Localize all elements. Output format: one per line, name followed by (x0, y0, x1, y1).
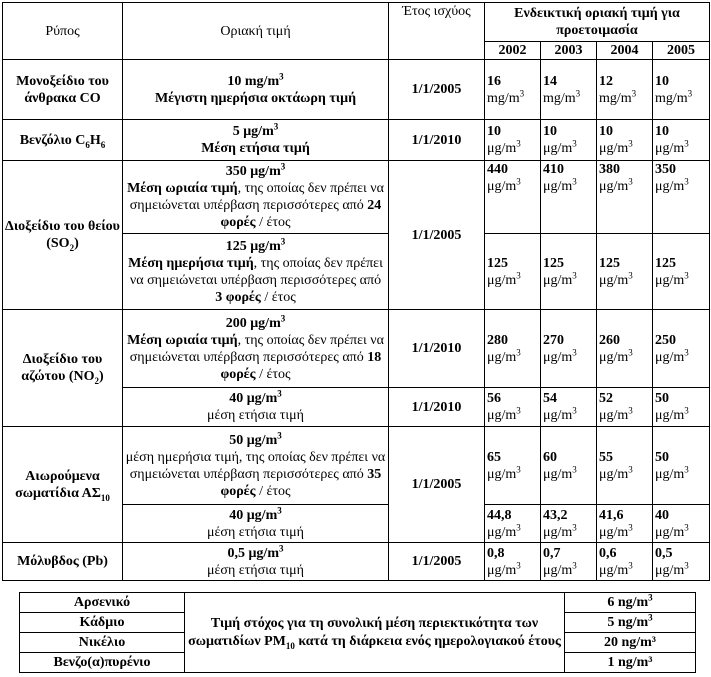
header-effective-year: Έτος ισχύος (389, 3, 485, 60)
limit-cell: 350 $\mu g/m^3$ Μέση ωριαία τιμή, της οποίας δεν πρέπει να σημειώνεται υπέρβαση περισσότερες από 24 φορές / έτος (123, 161, 389, 234)
value-cell: 43,2 $\mu g/m^3$ (541, 505, 597, 543)
value-cell: 0,8 $\mu g/m^3$ (485, 543, 541, 581)
target-pollutant: Νικέλιο (20, 633, 185, 653)
target-pollutant: Κάδμιο (20, 613, 185, 633)
target-value: 20 ng/m³ (565, 633, 696, 653)
target-description: Τιμή στόχος για τη συνολική μέση περιεκτικότητα των σωματιδίων $PM_{10}$ κατά τη διάρκεια ενός ημερολογιακού έτους (185, 593, 565, 673)
value-cell: 52 $\mu g/m^3$ (597, 388, 653, 427)
table-row (3, 310, 710, 388)
value-cell: 44,8 $\mu g/m^3$ (485, 505, 541, 543)
target-value: 1 ng/m³ (565, 653, 696, 673)
header-year-2003: 2003 (541, 42, 597, 60)
pollutant-name: Βενζόλιο $C_6H_6$ (3, 120, 123, 161)
value-cell: 10 $\mu g/m^3$ (541, 120, 597, 161)
limit-cell: 50 $\mu g/m^3$ μέση ημερήσια τιμή, της οποίας δεν πρέπει να σημειώνεται υπέρβαση περισσότερες από 35 φορές / έτος (123, 427, 389, 505)
effective-year: 1/1/2005 (389, 427, 485, 543)
value-cell: 260 $\mu g/m^3$ (597, 310, 653, 388)
value-cell: 60 $\mu g/m^3$ (541, 427, 597, 505)
limit-cell: 40 $\mu g/m^3$ μέση ετήσια τιμή (123, 388, 389, 427)
value-cell: 65 $\mu g/m^3$ (485, 427, 541, 505)
value-cell: 440 $\mu g/m^3$ (485, 161, 541, 234)
value-cell: 56 $\mu g/m^3$ (485, 388, 541, 427)
target-value: 6 $ng/m^3$ (565, 593, 696, 613)
pollutant-name: Μόλυβδος (Pb) (3, 543, 123, 581)
value-cell: 125 $\mu g/m^3$ (597, 234, 653, 310)
value-cell: 10 $\mu g/m^3$ (597, 120, 653, 161)
header-limit-value: Οριακή τιμή (123, 3, 389, 60)
value-cell: 0,5 $\mu g/m^3$ (653, 543, 710, 581)
limit-cell: 10 $mg/m^3$ Μέγιστη ημερήσια οκτάωρη τιμή (123, 60, 389, 120)
header-indicative-limit: Ενδεικτική οριακή τιμή για προετοιμασία (485, 3, 710, 42)
target-values-table (19, 592, 696, 673)
value-cell: 0,6 $\mu g/m^3$ (597, 543, 653, 581)
value-cell: 125 $\mu g/m^3$ (485, 234, 541, 310)
pollutant-name: Αιωρούμενα σωματίδια $A\Sigma_{10}$ (3, 427, 123, 543)
limit-cell: 125 $\mu g/m^3$ Μέση ημερήσια τιμή, της οποίας δεν πρέπει να σημειώνεται υπέρβαση περισσότερες από 3 φορές / έτος (123, 234, 389, 310)
value-cell: 270 $\mu g/m^3$ (541, 310, 597, 388)
limit-cell: 40 $\mu g/m^3$ μέση ετήσια τιμή (123, 505, 389, 543)
air-quality-limits-table (2, 2, 710, 581)
value-cell: 54 $\mu g/m^3$ (541, 388, 597, 427)
table-row (3, 60, 710, 120)
value-cell: 280 $\mu g/m^3$ (485, 310, 541, 388)
limit-cell: 200 $\mu g/m^3$ Μέση ωριαία τιμή, της οποίας δεν πρέπει να σημειώνεται υπέρβαση περισσότερες από 18 φορές / έτος (123, 310, 389, 388)
value-cell: 12 $mg/m^3$ (597, 60, 653, 120)
table-row (20, 593, 696, 613)
value-cell: 125 $\mu g/m^3$ (541, 234, 597, 310)
table-row (3, 427, 710, 505)
pollutant-name: Διοξείδιο του θείου $(SO_2)$ (3, 161, 123, 310)
value-cell: 40 $\mu g/m^3$ (653, 505, 710, 543)
value-cell: 50 $\mu g/m^3$ (653, 388, 710, 427)
pollutant-name: Διοξείδιο του αζώτου $(NO_2)$ (3, 310, 123, 427)
value-cell: 10 $\mu g/m^3$ (653, 120, 710, 161)
target-value: 5 $ng/m^3$ (565, 613, 696, 633)
value-cell: 10 $mg/m^3$ (653, 60, 710, 120)
effective-year: 1/1/2010 (389, 310, 485, 388)
header-pollutant: Ρύπος (3, 3, 123, 60)
value-cell: 410 $\mu g/m^3$ (541, 161, 597, 234)
table-row (3, 161, 710, 234)
header-year-2005: 2005 (653, 42, 710, 60)
value-cell: 10 $\mu g/m^3$ (485, 120, 541, 161)
value-cell: 41,6 $\mu g/m^3$ (597, 505, 653, 543)
value-cell: 125 $\mu g/m^3$ (653, 234, 710, 310)
effective-year: 1/1/2005 (389, 543, 485, 581)
table-row (3, 120, 710, 161)
value-cell: 250 $\mu g/m^3$ (653, 310, 710, 388)
value-cell: 16 $mg/m^3$ (485, 60, 541, 120)
header-year-2004: 2004 (597, 42, 653, 60)
value-cell: 50 $\mu g/m^3$ (653, 427, 710, 505)
value-cell: 350 $\mu g/m^3$ (653, 161, 710, 234)
value-cell: 380 $\mu g/m^3$ (597, 161, 653, 234)
effective-year: 1/1/2010 (389, 120, 485, 161)
limit-cell: 5 $\mu g/m^3$ Μέση ετήσια τιμή (123, 120, 389, 161)
limit-cell: 0,5 $\mu g/m^3$ μέση ετήσια τιμή (123, 543, 389, 581)
effective-year: 1/1/2005 (389, 60, 485, 120)
target-pollutant: Αρσενικό (20, 593, 185, 613)
value-cell: 0,7 $\mu g/m^3$ (541, 543, 597, 581)
effective-year: 1/1/2005 (389, 161, 485, 310)
table-row (3, 543, 710, 581)
target-pollutant: Βενζο(α)πυρένιο (20, 653, 185, 673)
pollutant-name: Μονοξείδιο του άνθρακα CO (3, 60, 123, 120)
effective-year: 1/1/2010 (389, 388, 485, 427)
value-cell: 55 $\mu g/m^3$ (597, 427, 653, 505)
header-year-2002: 2002 (485, 42, 541, 60)
value-cell: 14 $mg/m^3$ (541, 60, 597, 120)
